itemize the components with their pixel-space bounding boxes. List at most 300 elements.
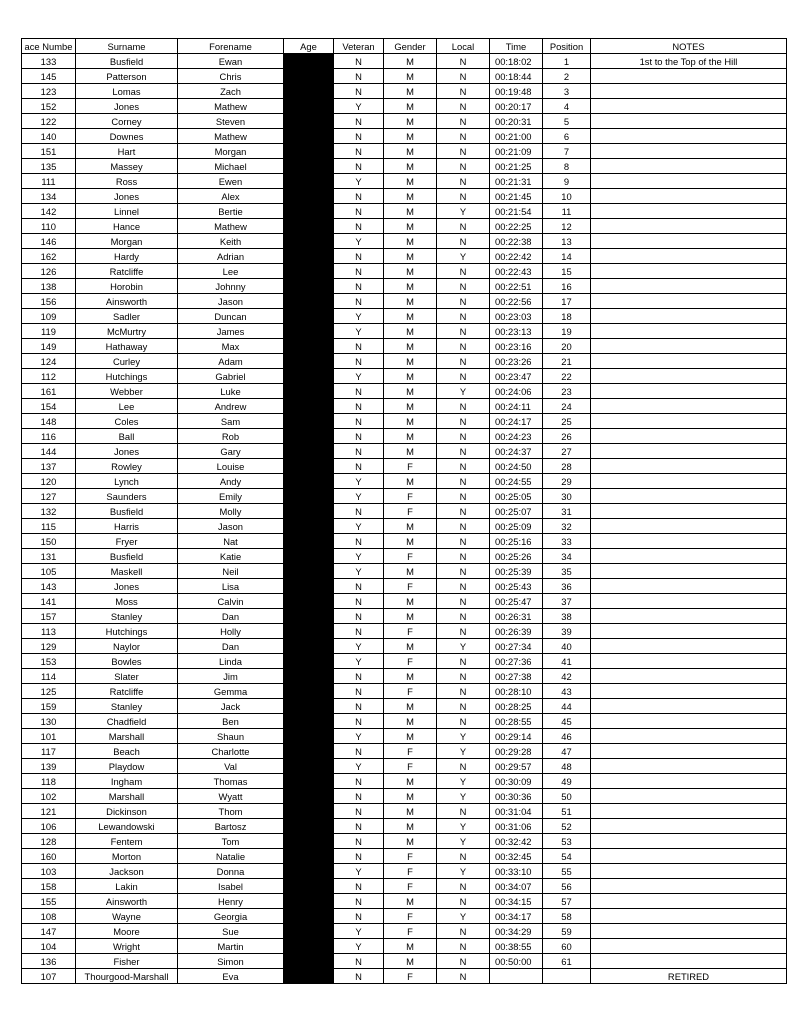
cell-notes	[591, 504, 787, 519]
cell-gender: M	[384, 189, 437, 204]
cell-time: 00:27:38	[490, 669, 543, 684]
cell-local: Y	[437, 774, 490, 789]
cell-race-number: 147	[22, 924, 76, 939]
cell-position: 44	[543, 699, 591, 714]
table-row	[22, 69, 787, 84]
cell-surname: Maskell	[76, 564, 178, 579]
cell-surname: Hardy	[76, 249, 178, 264]
cell-local: N	[437, 69, 490, 84]
cell-local: N	[437, 219, 490, 234]
cell-forename: Donna	[178, 864, 284, 879]
cell-veteran: Y	[334, 759, 384, 774]
cell-race-number: 113	[22, 624, 76, 639]
cell-forename: Holly	[178, 624, 284, 639]
cell-gender: M	[384, 369, 437, 384]
cell-notes	[591, 789, 787, 804]
cell-notes	[591, 234, 787, 249]
cell-race-number: 154	[22, 399, 76, 414]
cell-notes	[591, 219, 787, 234]
cell-position: 4	[543, 99, 591, 114]
cell-forename: Steven	[178, 114, 284, 129]
cell-veteran: N	[334, 609, 384, 624]
cell-position: 23	[543, 384, 591, 399]
cell-gender: M	[384, 474, 437, 489]
cell-gender: M	[384, 594, 437, 609]
cell-time: 00:18:44	[490, 69, 543, 84]
cell-age	[284, 744, 334, 759]
cell-position: 21	[543, 354, 591, 369]
cell-time: 00:24:37	[490, 444, 543, 459]
cell-position	[543, 969, 591, 984]
cell-veteran: N	[334, 144, 384, 159]
cell-race-number: 131	[22, 549, 76, 564]
cell-forename: Sue	[178, 924, 284, 939]
cell-veteran: N	[334, 429, 384, 444]
cell-notes	[591, 129, 787, 144]
cell-veteran: Y	[334, 564, 384, 579]
cell-race-number: 129	[22, 639, 76, 654]
cell-age	[284, 879, 334, 894]
cell-gender: M	[384, 699, 437, 714]
cell-gender: M	[384, 534, 437, 549]
cell-gender: M	[384, 834, 437, 849]
cell-surname: Stanley	[76, 699, 178, 714]
cell-race-number: 162	[22, 249, 76, 264]
table-row	[22, 489, 787, 504]
cell-race-number: 115	[22, 519, 76, 534]
cell-forename: Dan	[178, 639, 284, 654]
cell-position: 60	[543, 939, 591, 954]
cell-notes	[591, 264, 787, 279]
cell-race-number: 102	[22, 789, 76, 804]
cell-time: 00:27:36	[490, 654, 543, 669]
cell-forename: Shaun	[178, 729, 284, 744]
cell-notes	[591, 279, 787, 294]
results-table	[21, 38, 787, 984]
cell-age	[284, 519, 334, 534]
cell-race-number: 137	[22, 459, 76, 474]
cell-forename: Chris	[178, 69, 284, 84]
cell-veteran: N	[334, 204, 384, 219]
table-row	[22, 669, 787, 684]
table-row	[22, 444, 787, 459]
cell-time: 00:31:06	[490, 819, 543, 834]
cell-surname: Morton	[76, 849, 178, 864]
cell-time: 00:21:45	[490, 189, 543, 204]
cell-time: 00:18:02	[490, 54, 543, 69]
cell-time: 00:25:09	[490, 519, 543, 534]
cell-forename: Rob	[178, 429, 284, 444]
cell-forename: Nat	[178, 534, 284, 549]
cell-surname: Jones	[76, 579, 178, 594]
cell-local: N	[437, 144, 490, 159]
cell-notes	[591, 669, 787, 684]
cell-local: N	[437, 564, 490, 579]
cell-local: N	[437, 474, 490, 489]
cell-time: 00:27:34	[490, 639, 543, 654]
cell-position: 27	[543, 444, 591, 459]
cell-notes	[591, 444, 787, 459]
cell-veteran: Y	[334, 324, 384, 339]
cell-gender: M	[384, 729, 437, 744]
cell-veteran: N	[334, 69, 384, 84]
table-row	[22, 549, 787, 564]
table-row	[22, 129, 787, 144]
cell-position: 33	[543, 534, 591, 549]
cell-notes	[591, 534, 787, 549]
cell-local: N	[437, 654, 490, 669]
cell-local: N	[437, 99, 490, 114]
cell-race-number: 101	[22, 729, 76, 744]
cell-notes	[591, 639, 787, 654]
cell-position: 50	[543, 789, 591, 804]
cell-position: 2	[543, 69, 591, 84]
cell-notes	[591, 69, 787, 84]
cell-forename: Georgia	[178, 909, 284, 924]
cell-local: N	[437, 714, 490, 729]
cell-forename: Charlotte	[178, 744, 284, 759]
table-row	[22, 924, 787, 939]
cell-position: 9	[543, 174, 591, 189]
cell-notes	[591, 249, 787, 264]
cell-surname: Jones	[76, 189, 178, 204]
header-time: Time	[490, 39, 543, 54]
cell-forename: Max	[178, 339, 284, 354]
cell-local: Y	[437, 789, 490, 804]
cell-veteran: N	[334, 849, 384, 864]
cell-surname: Busfield	[76, 504, 178, 519]
cell-veteran: Y	[334, 549, 384, 564]
cell-gender: M	[384, 159, 437, 174]
header-position: Position	[543, 39, 591, 54]
cell-surname: Hart	[76, 144, 178, 159]
cell-local: N	[437, 504, 490, 519]
cell-age	[284, 909, 334, 924]
table-row	[22, 909, 787, 924]
cell-notes	[591, 594, 787, 609]
cell-notes	[591, 384, 787, 399]
cell-surname: Beach	[76, 744, 178, 759]
cell-race-number: 117	[22, 744, 76, 759]
cell-forename: Sam	[178, 414, 284, 429]
cell-gender: F	[384, 684, 437, 699]
cell-age	[284, 69, 334, 84]
cell-time: 00:24:17	[490, 414, 543, 429]
cell-surname: Saunders	[76, 489, 178, 504]
cell-gender: M	[384, 84, 437, 99]
table-row	[22, 249, 787, 264]
cell-notes	[591, 549, 787, 564]
cell-notes	[591, 624, 787, 639]
cell-gender: M	[384, 954, 437, 969]
cell-veteran: N	[334, 459, 384, 474]
cell-forename: Zach	[178, 84, 284, 99]
cell-gender: M	[384, 429, 437, 444]
table-row	[22, 189, 787, 204]
cell-forename: Wyatt	[178, 789, 284, 804]
cell-age	[284, 774, 334, 789]
cell-forename: Gabriel	[178, 369, 284, 384]
cell-veteran: N	[334, 894, 384, 909]
cell-local: Y	[437, 744, 490, 759]
cell-local: N	[437, 129, 490, 144]
cell-time: 00:22:25	[490, 219, 543, 234]
cell-local: N	[437, 549, 490, 564]
cell-gender: F	[384, 624, 437, 639]
table-row	[22, 279, 787, 294]
cell-veteran: N	[334, 879, 384, 894]
cell-age	[284, 174, 334, 189]
header-local: Local	[437, 39, 490, 54]
cell-position: 46	[543, 729, 591, 744]
cell-age	[284, 609, 334, 624]
cell-local: N	[437, 429, 490, 444]
cell-veteran: N	[334, 399, 384, 414]
cell-age	[284, 264, 334, 279]
cell-gender: M	[384, 99, 437, 114]
cell-veteran: N	[334, 219, 384, 234]
cell-time: 00:21:54	[490, 204, 543, 219]
cell-position: 61	[543, 954, 591, 969]
cell-race-number: 152	[22, 99, 76, 114]
cell-position: 31	[543, 504, 591, 519]
cell-notes	[591, 579, 787, 594]
table-row	[22, 714, 787, 729]
cell-notes	[591, 339, 787, 354]
cell-race-number: 103	[22, 864, 76, 879]
cell-local: N	[437, 849, 490, 864]
table-row	[22, 774, 787, 789]
table-row	[22, 54, 787, 69]
cell-gender: F	[384, 909, 437, 924]
cell-gender: M	[384, 819, 437, 834]
table-row	[22, 654, 787, 669]
cell-time: 00:28:10	[490, 684, 543, 699]
cell-time: 00:22:43	[490, 264, 543, 279]
cell-local: N	[437, 459, 490, 474]
cell-time: 00:25:16	[490, 534, 543, 549]
cell-gender: M	[384, 309, 437, 324]
cell-forename: Calvin	[178, 594, 284, 609]
header-gender: Gender	[384, 39, 437, 54]
cell-race-number: 128	[22, 834, 76, 849]
cell-local: N	[437, 399, 490, 414]
cell-position: 3	[543, 84, 591, 99]
cell-time: 00:29:57	[490, 759, 543, 774]
cell-forename: Keith	[178, 234, 284, 249]
cell-gender: M	[384, 414, 437, 429]
cell-age	[284, 534, 334, 549]
cell-surname: Linnel	[76, 204, 178, 219]
cell-veteran: N	[334, 354, 384, 369]
cell-race-number: 104	[22, 939, 76, 954]
cell-local: N	[437, 84, 490, 99]
cell-surname: Hutchings	[76, 369, 178, 384]
cell-gender: M	[384, 54, 437, 69]
cell-forename: Andrew	[178, 399, 284, 414]
cell-time: 00:29:14	[490, 729, 543, 744]
cell-surname: Jones	[76, 444, 178, 459]
cell-forename: Duncan	[178, 309, 284, 324]
cell-position: 11	[543, 204, 591, 219]
cell-age	[284, 924, 334, 939]
cell-age	[284, 279, 334, 294]
cell-gender: M	[384, 609, 437, 624]
cell-local: Y	[437, 204, 490, 219]
cell-gender: M	[384, 69, 437, 84]
cell-surname: Moss	[76, 594, 178, 609]
cell-veteran: N	[334, 699, 384, 714]
cell-surname: Wright	[76, 939, 178, 954]
cell-time: 00:22:51	[490, 279, 543, 294]
cell-forename: Tom	[178, 834, 284, 849]
cell-surname: McMurtry	[76, 324, 178, 339]
cell-time: 00:21:25	[490, 159, 543, 174]
cell-age	[284, 789, 334, 804]
table-row	[22, 414, 787, 429]
cell-time: 00:32:42	[490, 834, 543, 849]
cell-veteran: Y	[334, 489, 384, 504]
cell-gender: M	[384, 384, 437, 399]
cell-local: Y	[437, 834, 490, 849]
cell-race-number: 156	[22, 294, 76, 309]
cell-notes	[591, 849, 787, 864]
cell-time: 00:23:16	[490, 339, 543, 354]
cell-local: N	[437, 354, 490, 369]
table-row	[22, 519, 787, 534]
cell-forename: Johnny	[178, 279, 284, 294]
cell-forename: Katie	[178, 549, 284, 564]
cell-veteran: Y	[334, 924, 384, 939]
cell-forename: Gemma	[178, 684, 284, 699]
cell-veteran: N	[334, 684, 384, 699]
cell-veteran: N	[334, 909, 384, 924]
table-row	[22, 159, 787, 174]
cell-forename: Gary	[178, 444, 284, 459]
cell-forename: Mathew	[178, 219, 284, 234]
table-row	[22, 99, 787, 114]
cell-notes	[591, 729, 787, 744]
cell-age	[284, 99, 334, 114]
cell-position: 52	[543, 819, 591, 834]
cell-local: N	[437, 579, 490, 594]
cell-surname: Busfield	[76, 549, 178, 564]
cell-surname: Fryer	[76, 534, 178, 549]
cell-surname: Fisher	[76, 954, 178, 969]
cell-notes	[591, 489, 787, 504]
cell-gender: M	[384, 669, 437, 684]
cell-position: 58	[543, 909, 591, 924]
cell-local: Y	[437, 384, 490, 399]
cell-age	[284, 414, 334, 429]
cell-position: 19	[543, 324, 591, 339]
cell-age	[284, 144, 334, 159]
cell-age	[284, 624, 334, 639]
cell-forename: Val	[178, 759, 284, 774]
table-row	[22, 474, 787, 489]
cell-race-number: 127	[22, 489, 76, 504]
cell-gender: F	[384, 459, 437, 474]
cell-gender: M	[384, 129, 437, 144]
table-row	[22, 309, 787, 324]
cell-local: Y	[437, 819, 490, 834]
cell-age	[284, 399, 334, 414]
cell-surname: Coles	[76, 414, 178, 429]
table-row	[22, 879, 787, 894]
cell-surname: Corney	[76, 114, 178, 129]
table-row	[22, 219, 787, 234]
cell-age	[284, 729, 334, 744]
cell-forename: Ewan	[178, 54, 284, 69]
cell-time: 00:25:05	[490, 489, 543, 504]
table-row	[22, 84, 787, 99]
cell-age	[284, 804, 334, 819]
cell-age	[284, 129, 334, 144]
cell-gender: F	[384, 969, 437, 984]
cell-time: 00:21:09	[490, 144, 543, 159]
cell-notes	[591, 369, 787, 384]
cell-surname: Bowles	[76, 654, 178, 669]
cell-race-number: 121	[22, 804, 76, 819]
cell-position: 1	[543, 54, 591, 69]
cell-notes	[591, 879, 787, 894]
cell-race-number: 111	[22, 174, 76, 189]
cell-position: 34	[543, 549, 591, 564]
cell-position: 20	[543, 339, 591, 354]
cell-local: N	[437, 669, 490, 684]
cell-time: 00:33:10	[490, 864, 543, 879]
table-row	[22, 744, 787, 759]
table-row	[22, 204, 787, 219]
cell-veteran: N	[334, 624, 384, 639]
cell-surname: Lee	[76, 399, 178, 414]
cell-time: 00:23:47	[490, 369, 543, 384]
cell-surname: Busfield	[76, 54, 178, 69]
cell-gender: F	[384, 849, 437, 864]
cell-forename: Henry	[178, 894, 284, 909]
cell-race-number: 140	[22, 129, 76, 144]
cell-race-number: 155	[22, 894, 76, 909]
cell-veteran: Y	[334, 519, 384, 534]
cell-age	[284, 834, 334, 849]
cell-surname: Jones	[76, 99, 178, 114]
cell-surname: Slater	[76, 669, 178, 684]
cell-forename: Natalie	[178, 849, 284, 864]
cell-position: 25	[543, 414, 591, 429]
table-row	[22, 954, 787, 969]
cell-race-number: 124	[22, 354, 76, 369]
cell-local: N	[437, 279, 490, 294]
cell-local: N	[437, 489, 490, 504]
cell-position: 5	[543, 114, 591, 129]
cell-age	[284, 354, 334, 369]
table-row	[22, 354, 787, 369]
cell-position: 51	[543, 804, 591, 819]
cell-time: 00:30:09	[490, 774, 543, 789]
cell-position: 41	[543, 654, 591, 669]
cell-gender: M	[384, 174, 437, 189]
cell-notes	[591, 144, 787, 159]
cell-notes	[591, 174, 787, 189]
cell-notes: 1st to the Top of the Hill	[591, 54, 787, 69]
cell-age	[284, 549, 334, 564]
cell-local: N	[437, 924, 490, 939]
cell-race-number: 132	[22, 504, 76, 519]
cell-veteran: Y	[334, 864, 384, 879]
cell-age	[284, 969, 334, 984]
cell-surname: Hutchings	[76, 624, 178, 639]
cell-local: N	[437, 609, 490, 624]
